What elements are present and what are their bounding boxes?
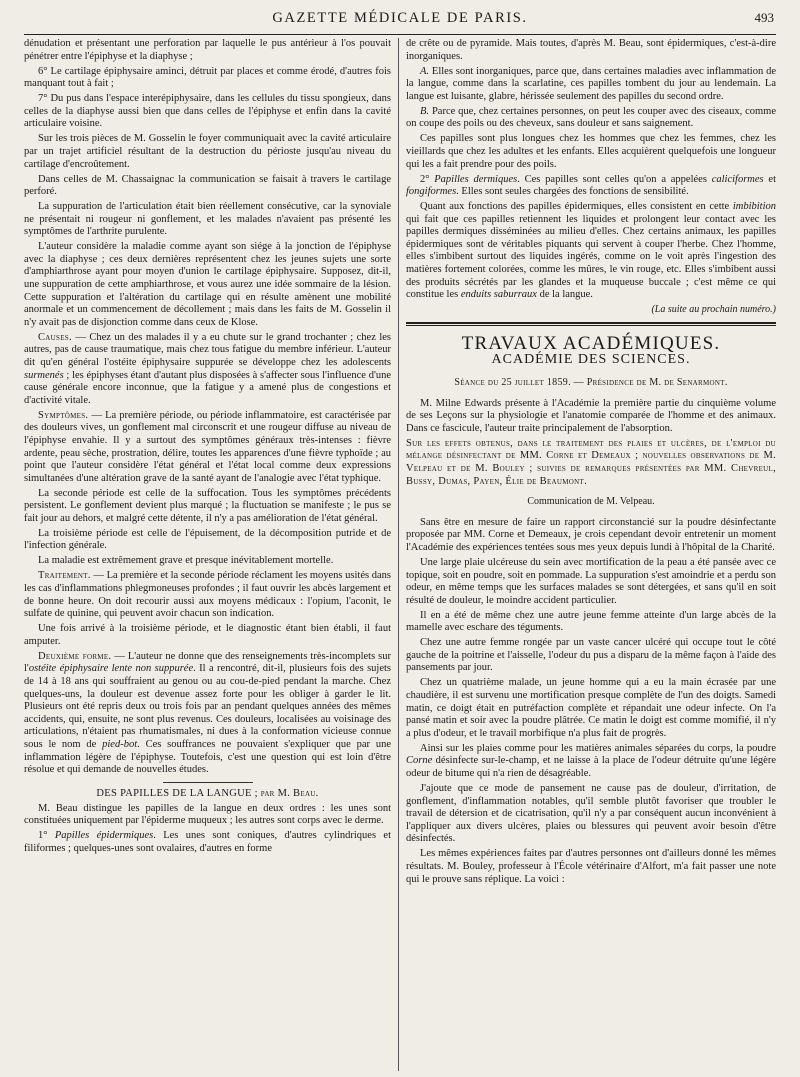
paragraph: La troisième période est celle de l'épuisement, de la décomposition putride et de l'infection générale. xyxy=(24,527,391,552)
paragraph: 6° Le cartilage épiphysaire aminci, détruit par places et comme érodé, d'autres fois manquant tout à fait ; xyxy=(24,65,391,90)
section-title: DES PAPILLES DE LA LANGUE ; par M. Beau. xyxy=(96,787,319,799)
paragraph: 7° Du pus dans l'espace interépiphysaire, dans les cellules du tissu spongieux, dans celles de la diaphyse aussi bien que dans celles de l'épiphyse et enfin dans la cavité articulaire voisine. xyxy=(24,93,391,130)
emphasis: Papilles dermiques xyxy=(434,173,518,185)
left-column xyxy=(24,38,391,1071)
text-run: . Ces souffrances ne pouvaient s'expliquer que par une inflammation légère de l'épiphyse. Toutefois, c'est une question qui est loin d'être résolue et qui demande de nouvelles études. xyxy=(24,738,391,776)
paragraph: La seconde période est celle de la suffocation. Tous les symptômes précédents persistent. Le gonflement devient plus marqué ; la fluctuation se manifeste ; le pus se fait jour au dehors, et malgré cette détente, il n'y a pas amélioration de l'état général. xyxy=(24,487,391,524)
right-column xyxy=(406,38,776,1071)
text-run: de la langue. xyxy=(536,289,593,301)
emphasis: Papilles épidermiques xyxy=(54,830,154,842)
emphasis: pied-bot xyxy=(102,738,138,750)
communication-title: Communication de M. Velpeau. xyxy=(527,496,655,508)
emphasis: ostéite épiphysaire lente non suppurée xyxy=(28,663,194,675)
paragraph: Une large plaie ulcéreuse du sein avec mortification de la peau a été pansée avec ce topique, soit en poudre, soit en pommade. La suppuration s'est amoindrie et a perdu son odeur, en même temps que les surfaces malades se sont détergées, et sans qu'il en soit résulté de douleur, le moindre accident particulier. xyxy=(406,556,776,606)
item-letter: A. xyxy=(420,65,430,77)
text-run: ; les épiphyses étant d'autant plus disposées à s'affecter sous l'influence d'une cause générale encore inconnue, que la fatigue y a amené plus de congestions et d'activité vitale. xyxy=(24,369,391,406)
paragraph: de crête ou de pyramide. Mais toutes, d'après M. Beau, sont épidermiques, c'est-à-dire inorganiques. xyxy=(406,38,776,62)
text-run: 1° xyxy=(38,830,55,842)
run-in-heading: Symptômes. xyxy=(38,409,89,421)
text-run: — La première et la seconde période réclament les moyens usités dans les cas d'inflammations phlegmoneuses profondes ; il faut ouvrir les abcès largement et de bonne heure. On doit recourir aussi aux moyens médicaux : l'opium, l'aconit, le sulfate de quinine, qui peuvent avoir chacun son indication. xyxy=(24,570,391,620)
emphasis: fongiformes xyxy=(406,186,457,198)
text-run: . Elles sont seules chargées des fonctions de sensibilité. xyxy=(456,186,689,198)
paragraph: Ces papilles sont plus longues chez les hommes que chez les femmes, chez les vieillards que chez les adultes et les enfants. Elles acquièrent quelquefois une longueur qui les a fait prendre pour des poils. xyxy=(406,133,776,170)
text-run: qui fait que ces papilles retiennent les liquides et prolongent leur contact avec les papilles dermiques disséminées au milieu d'elles. Chez certains animaux, les papilles épidermiques sont de véritables piquants qui servent à couper l'herbe. Chez l'homme, elles s'imbibent surtout des liquides ingérés, comme on le voit après l'ingestion des matières fortement colorées, comme les mûres, le vin rouge, etc. Elles s'imbibent aussi des produits sécrétés par les glandes et la muqueuse buccale ; c'est même ce qui constitue les xyxy=(406,213,776,301)
emphasis: enduits saburraux xyxy=(460,289,537,301)
paragraph xyxy=(24,651,391,777)
emphasis: caliciformes xyxy=(711,173,764,185)
double-rule-thick xyxy=(406,322,776,324)
journal-title: GAZETTE MÉDICALE DE PARIS. xyxy=(272,10,528,26)
paragraph: Une fois arrivé à la troisième période, et le diagnostic étant bien établi, il faut amputer. xyxy=(24,623,391,647)
paragraph: M. Beau distingue les papilles de la langue en deux ordres : les unes sont constituées uniquement par l'épiderme muqueux ; les autres sont corps avec le derme. xyxy=(24,802,391,827)
text-run: Parce que, chez certaines personnes, on peut les couper avec des ciseaux, comme on coupe des poils ou des cheveux, sans douleur et sans saignement. xyxy=(406,105,776,130)
text-run: désinfecte sur-le-champ, et ne laisse à la place de l'odeur détruite qu'une légère odeur de bitume qui n'a rien de désagréable. xyxy=(406,755,776,779)
paragraph xyxy=(24,410,391,486)
text-run: Quant aux fonctions des papilles épidermiques, elles consistent en cette xyxy=(420,201,733,213)
paragraph xyxy=(406,743,776,781)
item-letter: B. xyxy=(420,105,430,117)
emphasis: Corne xyxy=(406,755,433,767)
columns xyxy=(24,38,776,1071)
continued-note: (La suite au prochain numéro.) xyxy=(651,304,776,316)
text-run: — Chez un des malades il y a eu chute sur le grand trochanter ; chez les autres, pas de cause traumatique, mais chez tous fatigue du membre inférieur. L'auteur dit qu'en général l'ostéite épiphysaire suppurée se développe chez les adolescents xyxy=(24,331,391,368)
emphasis: surmenés xyxy=(24,369,64,381)
double-rule-thin xyxy=(406,325,776,326)
page-number: 493 xyxy=(754,10,774,25)
text-run: Elles sont inorganiques, parce que, dans certaines maladies avec inflammation de la langue, comme dans la scarlatine, ces papilles tombent du jour au lendemain. La langue est luisante, glabre, hérissée seulement des papilles du second ordre. xyxy=(406,65,776,102)
paragraph: J'ajoute que ce mode de pansement ne cause pas de douleur, d'irritation, de gonflement, d'inflammation notables, qu'il semble plutôt favoriser que troubler le travail de détersion et de cicatrisation, qu'il n'y a par conséquent aucun inconvénient à l'appliquer aux divers ulcères, plaies ou blessures qui peuvent avoir besoin d'être désinfectés. xyxy=(406,782,776,845)
paper-title: Sur les effets obtenus, dans le traitement des plaies et ulcères, de l'emploi du mélange désinfectant de MM. Corne et Demeaux ; nouvelles observations de M. Velpeau et de M. Bouley ; suivies de remarques présentées par MM. Chevreul, Bussy, Dumas, Payen, Élie de Beaumont. xyxy=(406,437,776,487)
text-run: — La première période, ou période inflammatoire, est caractérisée par des douleurs vives, un gonflement mal circonscrit et une rougeur diffuse au niveau de l'épiphyse envahie. Il y a surtout des symptômes généraux très-intenses : fièvre ardente, peau sèche, prostration, délire, toutes les apparences d'une fièvre typhoïde ; au point que l'auteur considère l'état général et l'état local comme deux expressions simultanées d'une altération grave de la santé ayant de l'analogie avec l'état typhique. xyxy=(24,409,391,484)
paragraph: L'auteur considère la maladie comme ayant son siége à la jonction de l'épiphyse avec la diaphyse ; ces deux dernières représentent chez les jeunes sujets une sorte d'amphiarthrose ayant pour moyen d'union le cartilage épiphysaire. Supposez, dit-il, une suppuration de cette amphiarthrose, et vous aurez une idée sommaire de la lésion. Cette suppuration et l'altération du cartilage qui en résulte amènent une mobilité anormale et un commencement de décollement ; mais dans les faits de M. Gosselin il n'y avait pas de disjonction comme dans ceux de Klose. xyxy=(24,241,391,328)
paragraph xyxy=(24,332,391,408)
paragraph: Il en a été de même chez une autre jeune femme atteinte d'un large abcès de la mamelle avec eschare des téguments. xyxy=(406,609,776,634)
paragraph xyxy=(24,570,391,620)
paragraph xyxy=(406,66,776,104)
column-rule xyxy=(398,38,399,1071)
paragraph: M. Milne Edwards présente à l'Académie la première partie du cinquième volume de ses Leçons sur la physiologie et l'anatomie comparée de l'homme et des animaux. Dans ce fascicule, l'auteur traite principalement de l'absorption. xyxy=(406,397,776,434)
text-run: 2° xyxy=(420,173,435,185)
run-in-heading: Deuxième forme. xyxy=(38,650,112,662)
text-run: . Il a rencontré, dit-il, plusieurs fois des sujets de 14 à 18 ans qui souffraient au genou ou au cou-de-pied pendant la marche. Chez quelques-uns, la douleur est devenue assez forte pour les obliger à garder le lit. Plusieurs ont été repris deux ou trois fois par an pendant quelques années des mêmes accidents, qui, ensuite, ne sont plus revenus. Ces douleurs, localisées au voisinage des articulations, n'étaient pas rhumatismales, ni dues à la conformation vicieuse connue sous le nom de xyxy=(24,663,391,750)
emphasis: imbibition xyxy=(732,201,776,213)
paragraph: Sur les trois pièces de M. Gosselin le foyer communiquait avec la cavité articulaire par un trajet artificiel résultant de la destruction du périoste jusqu'au niveau du cartilage d'encroûtement. xyxy=(24,133,391,170)
text-run: . Ces papilles sont celles qu'on a appelées xyxy=(517,173,712,185)
page-header xyxy=(24,0,776,35)
text-run: — L'auteur ne donne que des renseignements très-incomplets sur l' xyxy=(24,650,391,675)
paragraph: Chez une autre femme rongée par un vaste cancer ulcéré qui occupe tout le côté gauche de la poitrine et l'aisselle, l'odeur du pus a disparu de la même façon à l'aide des pansements par jour. xyxy=(406,637,776,674)
paragraph xyxy=(406,106,776,131)
paragraph: La suppuration de l'articulation était bien réellement consécutive, car la synoviale ne présentait ni rougeur ni gonflement, et les malades n'avaient pas présenté les symptômes de l'arthrite purulente. xyxy=(24,201,391,238)
run-in-heading: Traitement. xyxy=(38,570,91,582)
paragraph: Sans être en mesure de faire un rapport circonstancié sur la poudre désinfectante proposée par MM. Corne et Demeaux, je crois cependant devoir entretenir un moment l'Académie des expériences tentées sous mes yeux depuis lundi à l'hôpital de la Charité. xyxy=(406,516,776,553)
academy-heading: ACADÉMIE DES SCIENCES. xyxy=(491,352,691,368)
paragraph: La maladie est extrêmement grave et presque inévitablement mortelle. xyxy=(38,555,334,567)
paragraph: dénudation et présentant une perforation par laquelle le pus antérieur à l'os pouvait pénétrer entre l'épiphyse et la diaphyse ; xyxy=(24,38,391,62)
paragraph: Dans celles de M. Chassaignac la communication se faisait à travers le cartilage perforé. xyxy=(24,173,391,198)
paragraph xyxy=(24,830,391,855)
paragraph xyxy=(406,174,776,199)
paragraph: Chez un quatrième malade, un jeune homme qui a eu la main écrasée par une chaudière, il est survenu une mortification presque complète de l'un des doigts. Samedi matin, ce doigt était en putréfaction complète et répandait une odeur infecte. On l'a pansé matin et soir avec la poudre plâtrée. Ce matin le doigt est comme momifié, il n'y a plus d'odeur, et le travail morbifique n'a plus fait de progrès. xyxy=(406,677,776,739)
paragraph xyxy=(406,201,776,302)
section-heading: TRAVAUX ACADÉMIQUES. xyxy=(461,332,721,354)
paragraph: Les mêmes expériences faites par d'autres personnes ont d'ailleurs donné les mêmes résultats. M. Bouley, professeur à l'École vétérinaire d'Alfort, m'a fait passer une note qui le prouve sans réplique. La voici : xyxy=(406,848,776,885)
run-in-heading: Causes. xyxy=(38,331,72,343)
text-run: Ainsi sur les plaies comme pour les matières animales séparées du corps, la poudre xyxy=(420,742,776,754)
text-run: . Les unes sont coniques, d'autres cylindriques et filiformes ; quelques-unes sont ovalaires, d'autres en forme xyxy=(24,830,391,854)
session-line: Séance du 25 juillet 1859. — Présidence de M. de Senarmont. xyxy=(454,377,728,388)
divider xyxy=(163,782,253,783)
text-run: et xyxy=(763,173,776,185)
